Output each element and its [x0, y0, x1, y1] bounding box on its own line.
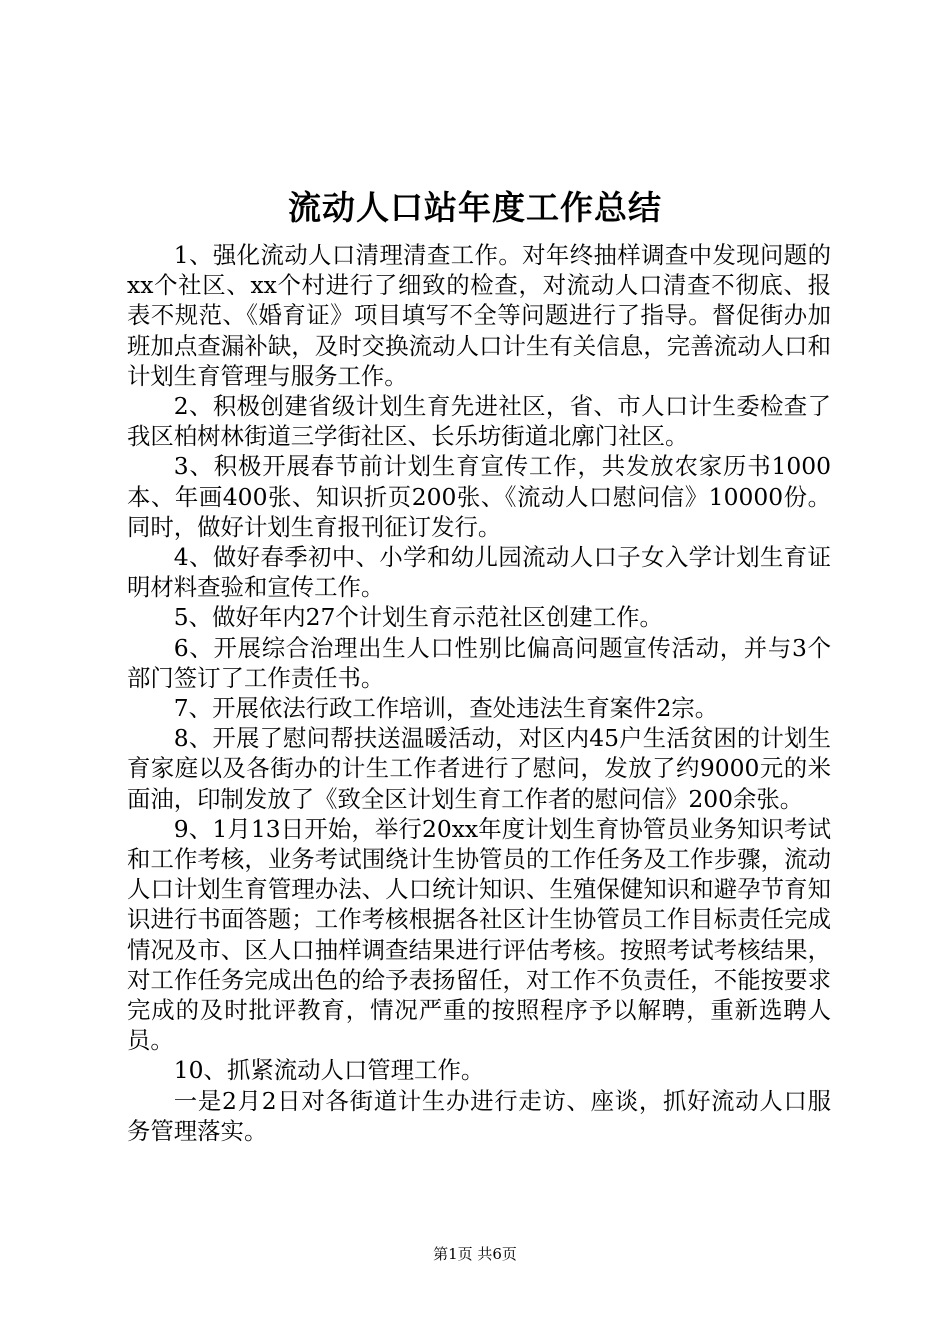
paragraph-9: 9、1月13日开始，举行20xx年度计划生育协管员业务知识考试和工作考核，业务考试围绕计生协管员的工作任务及工作步骤，流动人口计划生育管理办法、人口统计知识、生殖保健知识和避孕节育知识进行书面答题；工作考核根据各社区计生协管员工作目标责任完成情况及市、区人口抽样调查结果进行评估考核。按照考试考核结果，对工作任务完成出色的给予表扬留任，对工作不负责任，不能按要求完成的及时批评教育，情况严重的按照程序予以解聘，重新选聘人员。 [127, 814, 831, 1055]
document-title: 流动人口站年度工作总结 [288, 188, 662, 227]
paragraph-2: 2、积极创建省级计划生育先进社区，省、市人口计生委检查了我区柏树林街道三学街社区、长乐坊街道北廓门社区。 [127, 392, 831, 451]
page-footer: 第1页 共6页 [433, 1245, 517, 1263]
paragraph-3: 3、积极开展春节前计划生育宣传工作，共发放农家历书1000本、年画400张、知识折页200张、《流动人口慰问信》10000份。同时，做好计划生育报刊征订发行。 [127, 452, 831, 541]
paragraph-1: 1、强化流动人口清理清查工作。对年终抽样调查中发现问题的xx个社区、xx个村进行了细致的检查，对流动人口清查不彻底、报表不规范、《婚育证》项目填写不全等问题进行了指导。督促街办加班加点查漏补缺，及时交换流动人口计生有关信息，完善流动人口和计划生育管理与服务工作。 [127, 241, 831, 390]
paragraph-5: 5、做好年内27个计划生育示范社区创建工作。 [173, 603, 663, 632]
paragraph-10: 10、抓紧流动人口管理工作。 [173, 1056, 485, 1085]
paragraph-7: 7、开展依法行政工作培训，查处违法生育案件2宗。 [173, 694, 719, 723]
paragraph-6: 6、开展综合治理出生人口性别比偏高问题宣传活动，并与3个部门签订了工作责任书。 [127, 633, 831, 692]
document-body [127, 240, 831, 1146]
paragraph-11: 一是2月2日对各街道计生办进行走访、座谈，抓好流动人口服务管理落实。 [127, 1086, 831, 1145]
paragraph-8: 8、开展了慰问帮扶送温暖活动，对区内45户生活贫困的计划生育家庭以及各街办的计生工作者进行了慰问，发放了约9000元的米面油，印制发放了《致全区计划生育工作者的慰问信》200余张。 [127, 724, 831, 813]
paragraph-4: 4、做好春季初中、小学和幼儿园流动人口子女入学计划生育证明材料查验和宣传工作。 [127, 543, 831, 602]
